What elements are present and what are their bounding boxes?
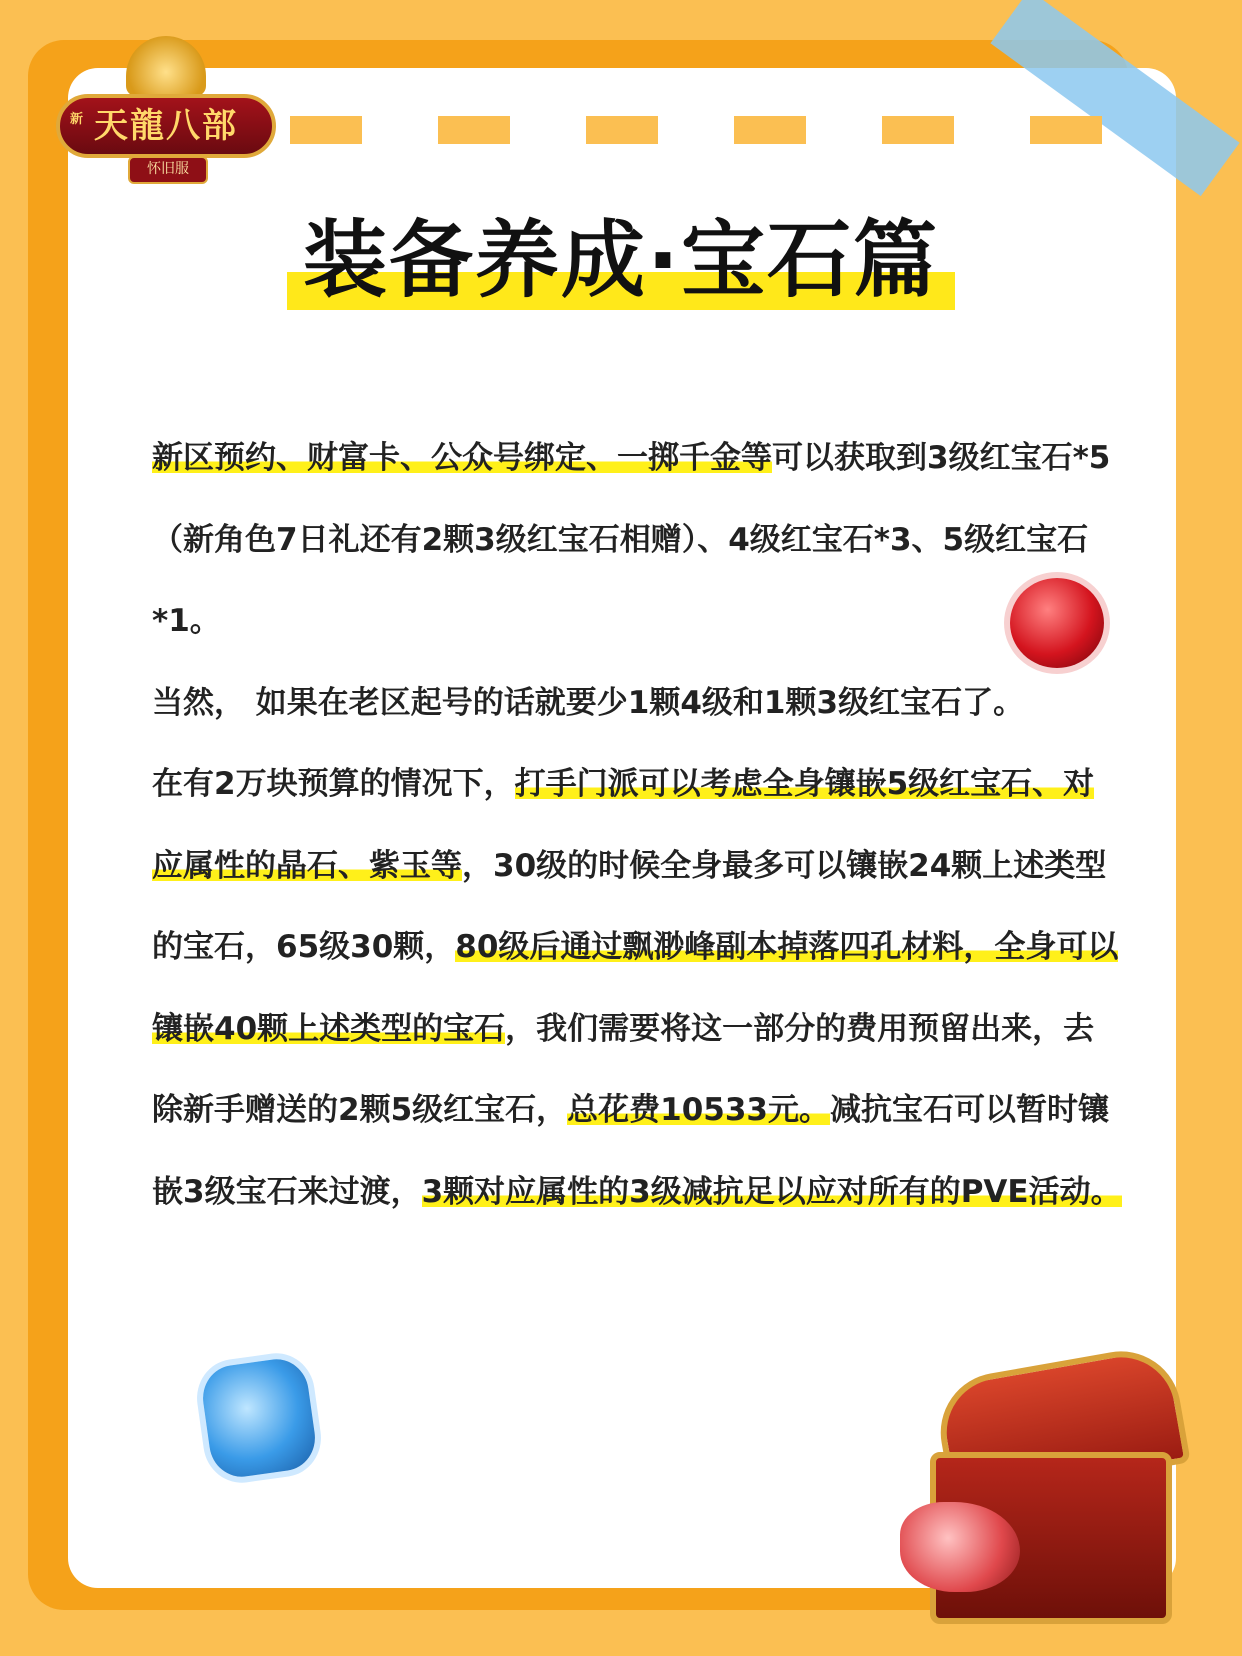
- body-text: ，我们需要将这一部分的费用预留出来，去除新手赠送的2颗5级红宝石，: [152, 1010, 1095, 1128]
- dragon-crown-icon: [126, 36, 206, 96]
- paragraph: [152, 744, 1122, 1233]
- paragraph: [152, 663, 1122, 745]
- logo-plate: [56, 94, 276, 158]
- body-text: 减抗宝石可以暂时镶嵌3级宝石来过渡，: [152, 1092, 1109, 1210]
- highlighted-text: 80级后通过飘渺峰副本掉落四孔材料，全身可以镶嵌40颗上述类型的宝石: [152, 929, 1119, 1047]
- page-title: 装备养成·宝石篇: [287, 210, 955, 310]
- body-text: 可以获取到3级红宝石*5（新角色7日礼还有2颗3级红宝石相赠）、4级红宝石*3、5级红宝石*1。: [152, 440, 1111, 639]
- highlighted-text: 新区预约、财富卡、公众号绑定、一掷千金等: [152, 440, 772, 476]
- blue-gem-icon: [199, 1355, 320, 1481]
- game-logo: [56, 36, 276, 186]
- treasure-chest-icon: [900, 1362, 1200, 1632]
- dash: [586, 116, 658, 144]
- body-text: 在有2万块预算的情况下，: [152, 766, 515, 802]
- article-body: [152, 418, 1122, 1233]
- title-wrap: [0, 210, 1242, 310]
- red-gem-icon: [1010, 578, 1104, 668]
- dash: [1030, 116, 1102, 144]
- logo-small-text: 新: [70, 112, 84, 127]
- logo-main-text: 天龍八部: [94, 106, 238, 146]
- paragraph: [152, 418, 1122, 663]
- highlighted-text: 总花费10533元。: [567, 1092, 830, 1128]
- body-text: ，30级的时候全身最多可以镶嵌24颗上述类型的宝石，65级30颗，: [152, 847, 1107, 965]
- dash: [438, 116, 510, 144]
- logo-sub-text: 怀旧服: [128, 156, 208, 184]
- dash: [290, 116, 362, 144]
- highlighted-text: 3颗对应属性的3级减抗足以应对所有的PVE活动。: [421, 1173, 1122, 1210]
- body-text: 当然， 如果在老区起号的话就要少1颗4级和1颗3级红宝石了。: [152, 684, 1025, 721]
- dash: [882, 116, 954, 144]
- dash-row: [290, 116, 1110, 144]
- highlighted-text: 打手门派可以考虑全身镶嵌5级红宝石、对应属性的晶石、紫玉等: [152, 766, 1095, 884]
- dash: [734, 116, 806, 144]
